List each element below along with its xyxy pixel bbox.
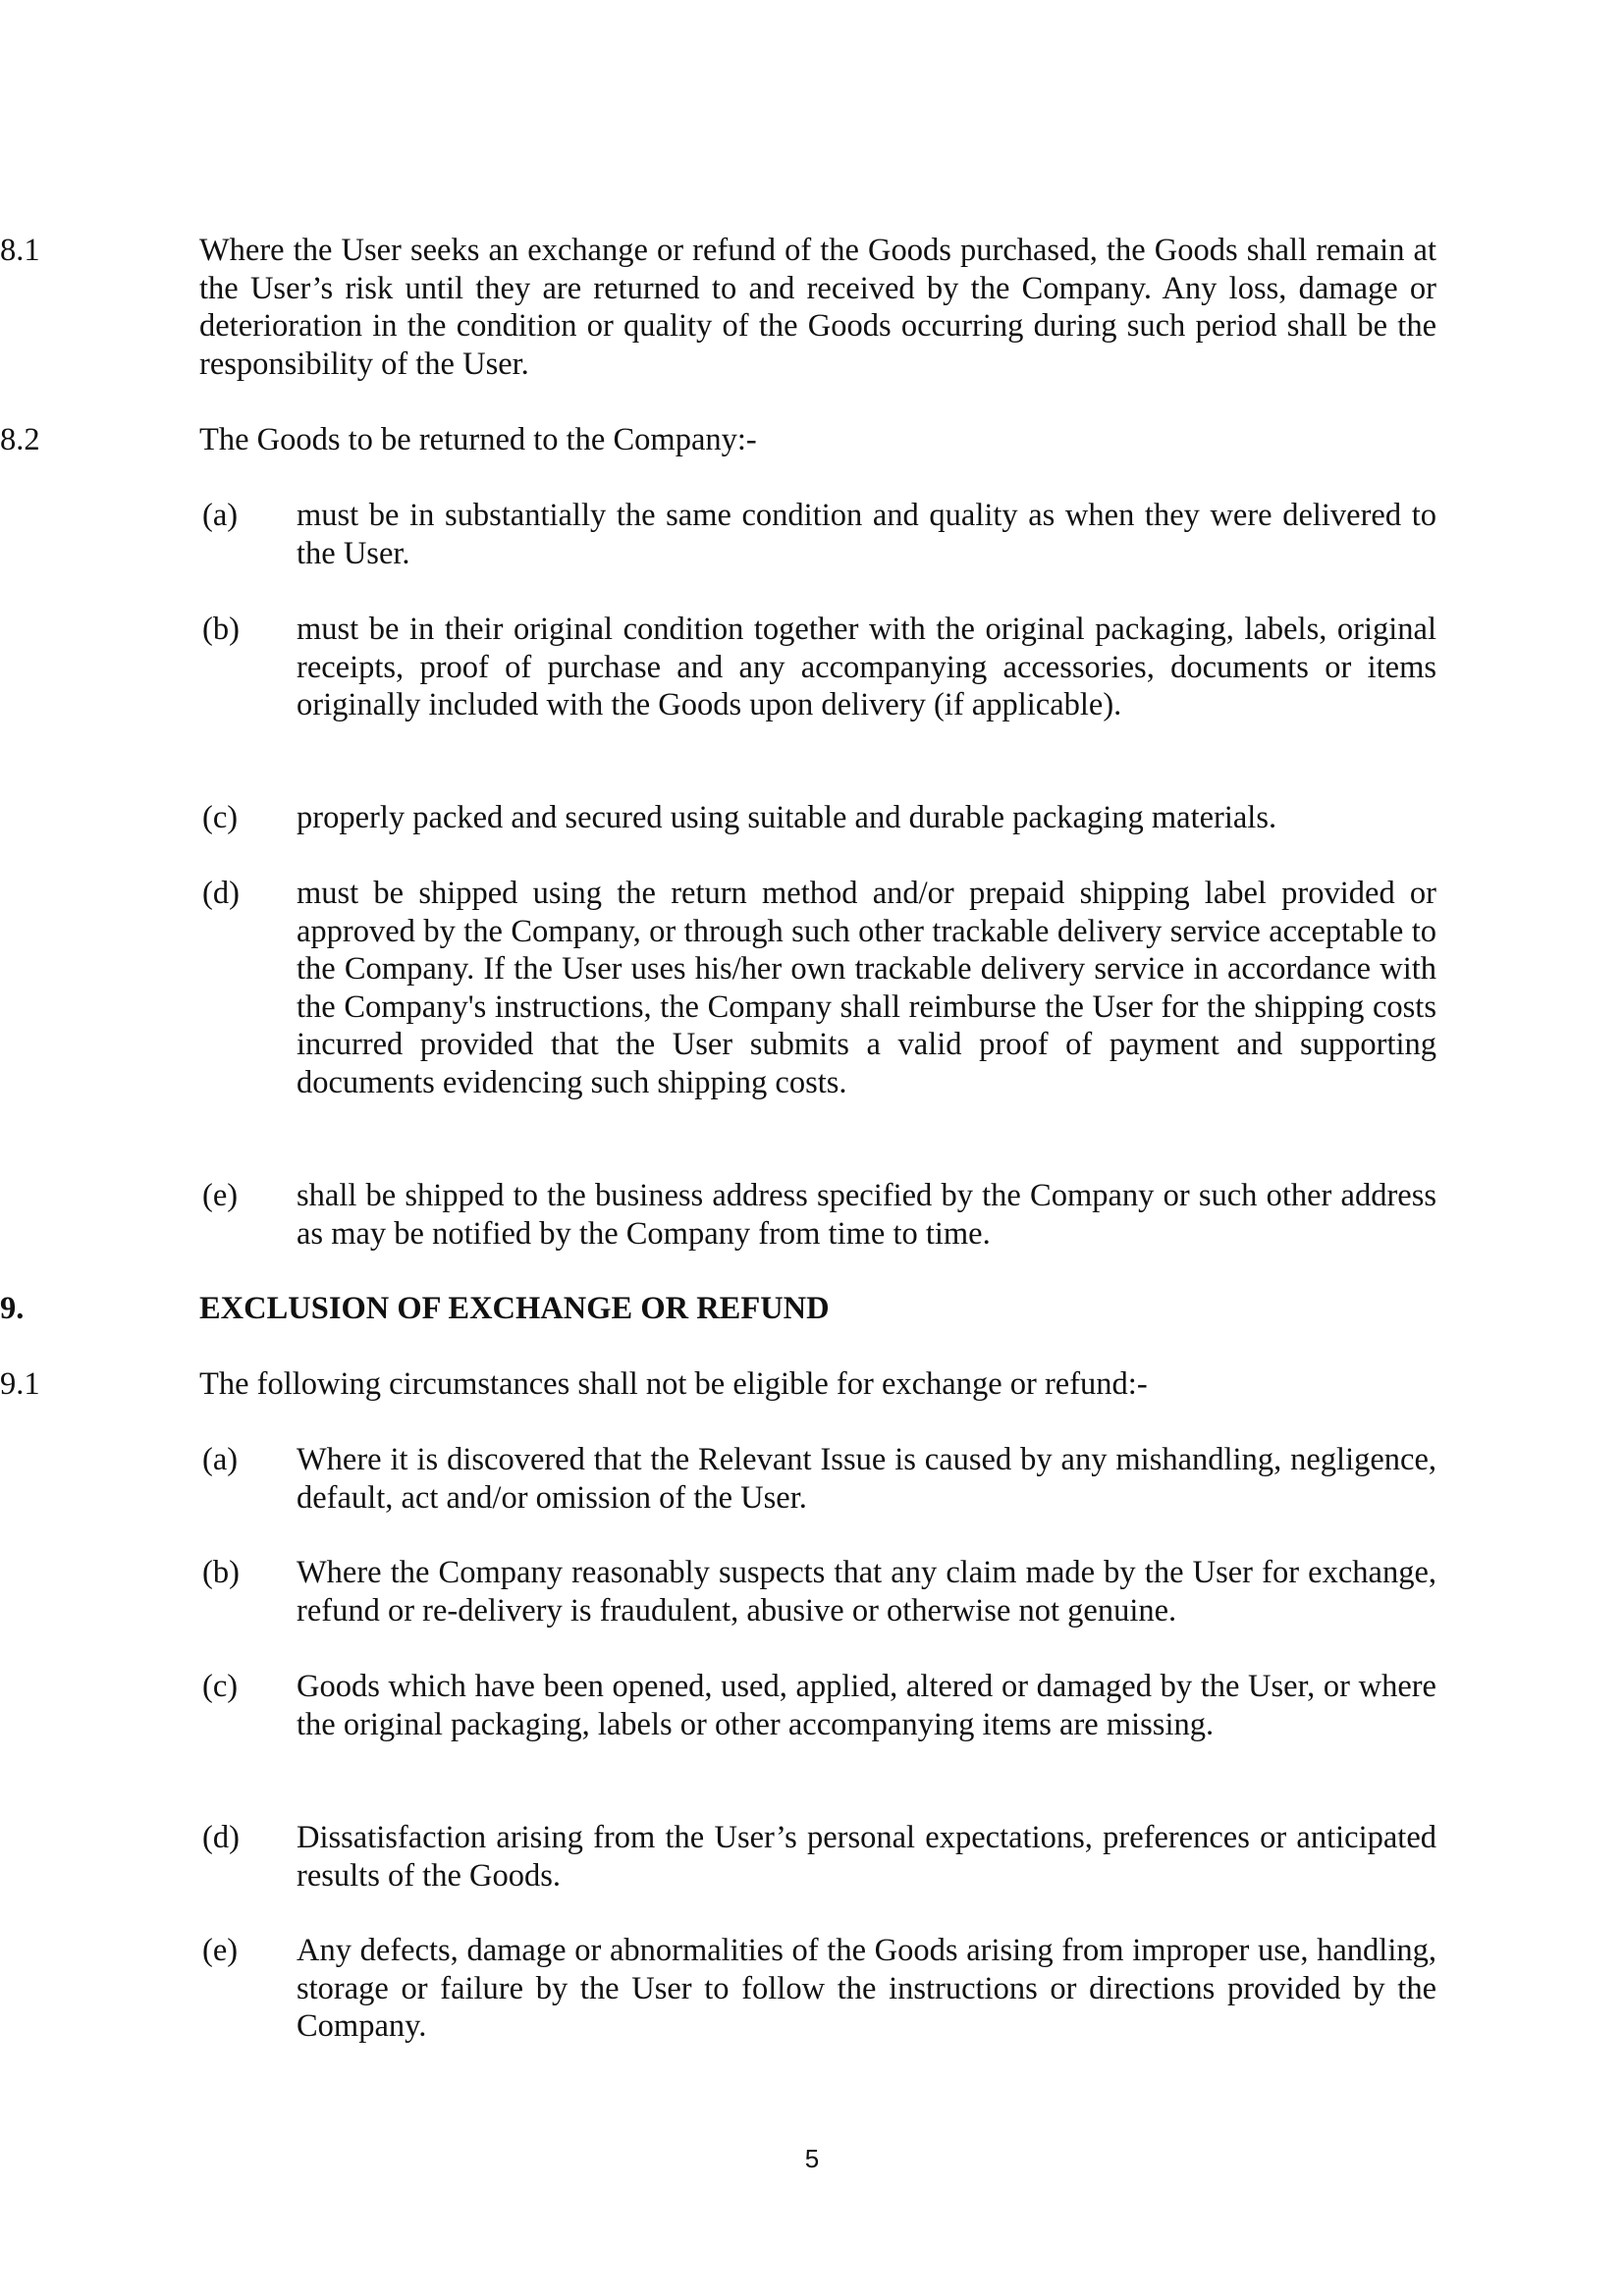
item-label: (e) <box>202 1933 239 1968</box>
item-text: must be in their original condition together with the original packaging, labels, original receipts, proof of purchase and any accompanying accessories, documents or items originally included with the Goods upon delivery (if applicable). <box>297 612 1436 722</box>
item-label: (b) <box>202 612 240 647</box>
list-item <box>202 1932 1436 2046</box>
list-item <box>202 799 1436 837</box>
item-text: Goods which have been opened, used, applied, altered or damaged by the User, or where the original packaging, labels or other accompanying items are missing. <box>297 1669 1436 1742</box>
section-number: 9. <box>0 1291 25 1326</box>
clause-text: The Goods to be returned to the Company:- <box>199 422 757 457</box>
list-item <box>202 1177 1436 1253</box>
clause-text: Where the User seeks an exchange or refund of the Goods purchased, the Goods shall remain at the User’s risk until they are returned to and received by the Company. Any loss, damage or deterioration in the condition or quality of the Goods occurring during such period shall be the responsibility of the User. <box>199 233 1436 382</box>
item-label: (a) <box>202 1442 239 1477</box>
item-label: (d) <box>202 876 240 911</box>
item-text: shall be shipped to the business address specified by the Company or such other address as may be notified by the Company from time to time. <box>297 1178 1436 1252</box>
list-item <box>202 497 1436 572</box>
list-item <box>202 611 1436 724</box>
item-text: Any defects, damage or abnormalities of the Goods arising from improper use, handling, storage or failure by the User to follow the instructions or directions provided by the Company. <box>297 1933 1436 2044</box>
list-item <box>202 875 1436 1101</box>
clause-number: 8.2 <box>0 422 40 457</box>
item-text: Dissatisfaction arising from the User’s personal expectations, preferences or anticipated results of the Goods. <box>297 1820 1436 1894</box>
item-text: must be in substantially the same condition and quality as when they were delivered to the User. <box>297 498 1436 571</box>
item-label: (b) <box>202 1555 240 1590</box>
item-label: (c) <box>202 1669 239 1704</box>
item-label: (c) <box>202 800 239 835</box>
list-item <box>202 1668 1436 1743</box>
item-text: must be shipped using the return method and/or prepaid shipping label provided or approved by the Company, or through such other trackable delivery service acceptable to the Company. If the User uses his/her own trackable delivery service in accordance with the Company's instructions, the Company shall reimburse the User for the shipping costs incurred provided that the User submits a valid proof of payment and supporting documents evidencing such shipping costs. <box>297 876 1436 1100</box>
clause-number: 9.1 <box>0 1366 40 1402</box>
clause-9-1 <box>0 1365 1436 1404</box>
item-text: Where the Company reasonably suspects that any claim made by the User for exchange, refund or re-delivery is fraudulent, abusive or otherwise not genuine. <box>297 1555 1436 1629</box>
item-label: (a) <box>202 498 239 533</box>
clause-8-2 <box>0 421 1436 459</box>
section-title: EXCLUSION OF EXCHANGE OR REFUND <box>199 1291 830 1326</box>
list-item <box>202 1554 1436 1629</box>
item-text: Where it is discovered that the Relevant Issue is caused by any mishandling, negligence, default, act and/or omission of the User. <box>297 1442 1436 1516</box>
clause-text: The following circumstances shall not be eligible for exchange or refund:- <box>199 1366 1148 1402</box>
page-number: 5 <box>804 2144 820 2173</box>
section-heading <box>0 1290 830 1328</box>
item-text: properly packed and secured using suitable and durable packaging materials. <box>297 800 1277 835</box>
item-label: (e) <box>202 1178 239 1213</box>
item-label: (d) <box>202 1820 240 1855</box>
list-item <box>202 1819 1436 1895</box>
clause-number: 8.1 <box>0 233 40 268</box>
clause-8-1 <box>0 232 1436 383</box>
list-item <box>202 1441 1436 1517</box>
